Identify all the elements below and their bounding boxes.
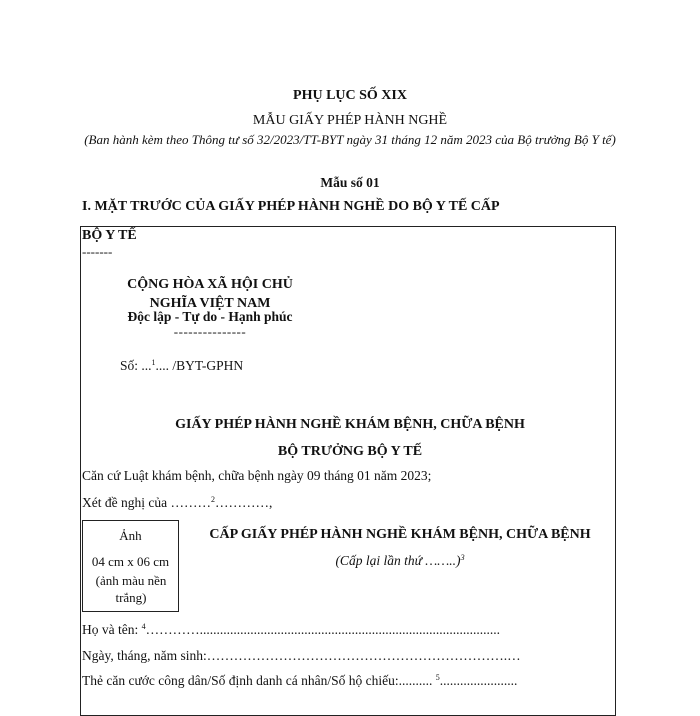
- id-dots: .......................: [439, 673, 518, 688]
- section-heading: I. MẶT TRƯỚC CỦA GIẤY PHÉP HÀNH NGHỀ DO BỘ Y TẾ CẤP: [82, 199, 500, 214]
- id-field: [82, 673, 517, 689]
- license-title: GIẤY PHÉP HÀNH NGHỀ KHÁM BỆNH, CHỮA BỆNH: [175, 417, 525, 432]
- proposal-suffix: …………,: [214, 495, 273, 510]
- photo-note: (ảnh màu nền trắng): [95, 573, 167, 605]
- reissue-line: [190, 553, 610, 569]
- issuing-agency: BỘ Y TẾ: [82, 228, 137, 243]
- appendix-title: PHỤ LỤC SỐ XIX: [293, 88, 407, 103]
- id-label: Thẻ căn cước công dân/Số định danh cá nhân/Số hộ chiếu:..........: [82, 673, 436, 688]
- issuance-note: (Ban hành kèm theo Thông tư số 32/2023/TT-BYT ngày 31 tháng 12 năm 2023 của Bộ trưởng Bộ Y tế): [84, 132, 616, 147]
- national-motto: Độc lập - Tự do - Hạnh phúc: [127, 309, 293, 324]
- footnote-4: 4: [141, 622, 146, 631]
- reissue-text: (Cấp lại lần thứ ……..): [335, 553, 461, 568]
- grant-title: CẤP GIẤY PHÉP HÀNH NGHỀ KHÁM BỆNH, CHỮA BỆNH: [209, 527, 591, 542]
- photo-label: Ảnh: [119, 528, 142, 543]
- license-number-prefix: Số: ...: [120, 358, 152, 373]
- form-name: MẪU GIẤY PHÉP HÀNH NGHỀ: [252, 113, 448, 128]
- proposal-line: [82, 495, 272, 511]
- photo-placeholder: [82, 520, 179, 612]
- name-field: [82, 622, 500, 638]
- issuing-authority: BỘ TRƯỞNG BỘ Y TẾ: [277, 444, 423, 459]
- proposal-prefix: Xét đề nghị của ………: [82, 495, 211, 510]
- motto-separator: ---------------: [173, 324, 247, 339]
- photo-size: 04 cm x 06 cm: [91, 554, 170, 569]
- name-label: Họ và tên:: [82, 622, 142, 637]
- footnote-3: 3: [460, 553, 465, 562]
- nation-line-1: CỘNG HÒA XÃ HỘI CHỦ: [127, 277, 293, 292]
- national-header: [95, 275, 325, 313]
- dob-field: Ngày, tháng, năm sinh:………………………………………………………….…: [82, 648, 521, 663]
- form-number: Mẫu số 01: [320, 175, 380, 190]
- license-number: [120, 358, 243, 374]
- name-dots: ………….........................................................................................: [145, 622, 500, 637]
- footnote-1: 1: [151, 358, 156, 367]
- footnote-5: 5: [435, 673, 440, 682]
- footnote-2: 2: [210, 495, 215, 504]
- nation-line-2: NGHĨA VIỆT NAM: [149, 296, 271, 311]
- legal-basis: Căn cứ Luật khám bệnh, chữa bệnh ngày 09 tháng 01 năm 2023;: [82, 468, 432, 483]
- agency-separator: -------: [82, 244, 113, 259]
- license-number-suffix: .... /BYT-GPHN: [155, 358, 244, 373]
